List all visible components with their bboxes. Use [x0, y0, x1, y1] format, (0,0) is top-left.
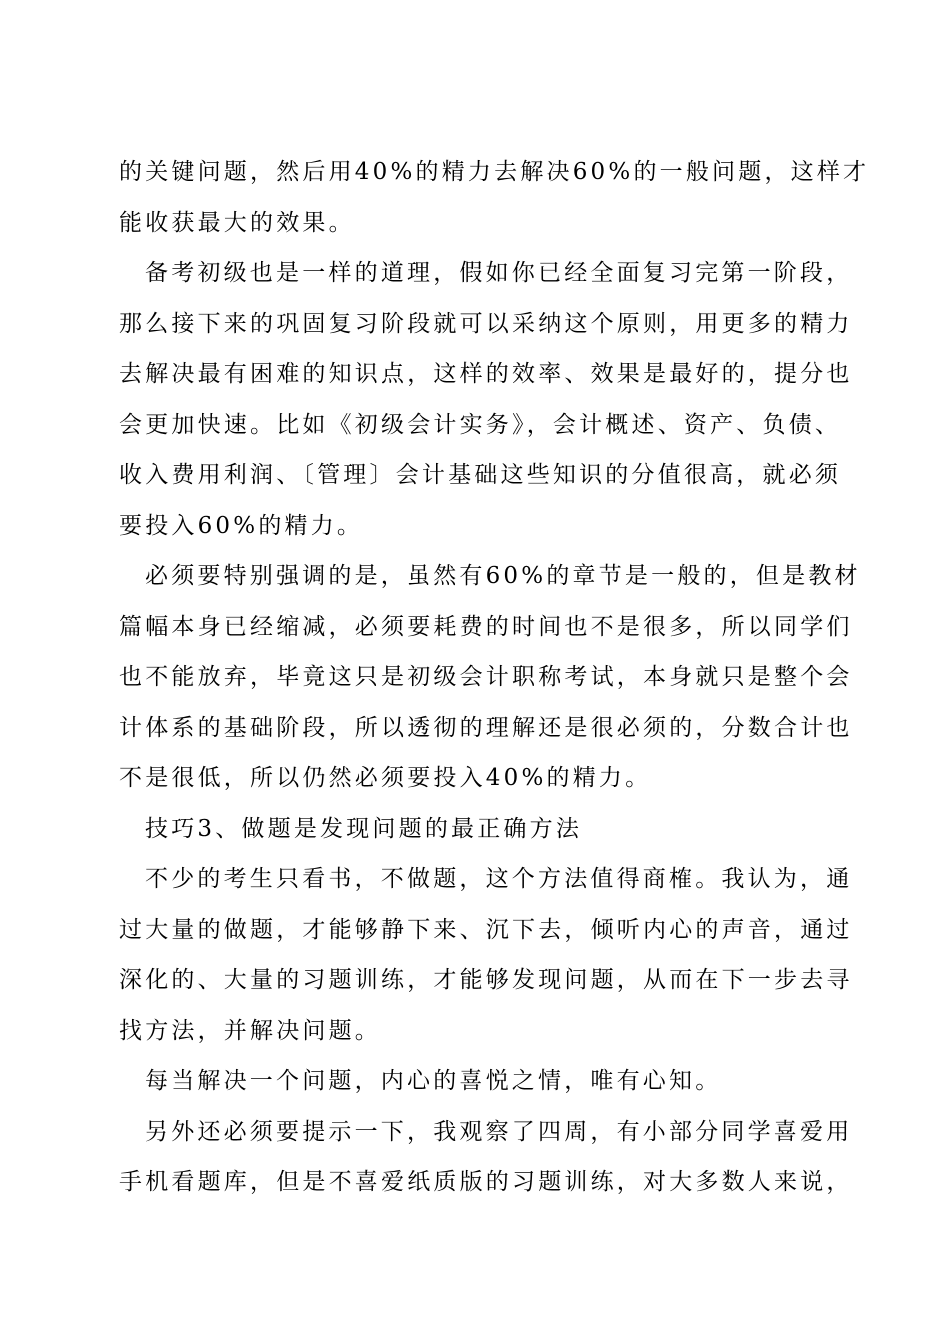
text-line: 另外还必须要提示一下，我观察了四周，有小部分同学喜爱用 [145, 1118, 853, 1145]
text-line: 会更加快速。比如《初级会计实务》，会计概述、资产、负债、 [119, 411, 842, 438]
text-line: 能收获最大的效果。 [119, 209, 355, 236]
text-line: 深化的、大量的习题训练，才能够发现问题，从而在下一步去寻 [119, 967, 853, 993]
text-line: 去解决最有困难的知识点，这样的效率、效果是最好的，提分也 [119, 361, 853, 387]
text-line: 计体系的基础阶段，所以透彻的理解还是很必须的，分数合计也 [119, 714, 853, 741]
document-body [119, 147, 870, 1208]
text-line: 不是很低，所以仍然必须要投入40%的精力。 [119, 765, 652, 791]
text-line: 找方法，并解决问题。 [119, 1017, 381, 1044]
section-heading: 技巧3、做题是发现问题的最正确方法 [145, 815, 583, 842]
text-line: 不少的考生只看书，不做题，这个方法值得商榷。我认为，通 [145, 866, 853, 892]
text-line: 收入费用利润、〔管理〕会计基础这些知识的分值很高，就必须 [119, 462, 842, 488]
text-line: 每当解决一个问题，内心的喜悦之情，唯有心知。 [145, 1068, 722, 1094]
text-line: 要投入60%的精力。 [119, 512, 364, 539]
text-line: 的关键问题，然后用40%的精力去解决60%的一般问题，这样才 [119, 159, 870, 185]
text-line: 篇幅本身已经缩减，必须要耗费的时间也不是很多，所以同学们 [119, 613, 853, 640]
text-line: 也不能放弃，毕竟这只是初级会计职称考试，本身就只是整个会 [119, 664, 853, 690]
text-line: 备考初级也是一样的道理，假如你已经全面复习完第一阶段， [145, 260, 853, 286]
text-line: 那么接下来的巩固复习阶段就可以采纳这个原则，用更多的精力 [119, 310, 853, 337]
text-line: 必须要特别强调的是，虽然有60%的章节是一般的，但是教材 [145, 563, 861, 589]
text-line: 手机看题库，但是不喜爱纸质版的习题训练，对大多数人来说， [119, 1169, 853, 1195]
text-line: 过大量的做题，才能够静下来、沉下去，倾听内心的声音，通过 [119, 916, 853, 943]
